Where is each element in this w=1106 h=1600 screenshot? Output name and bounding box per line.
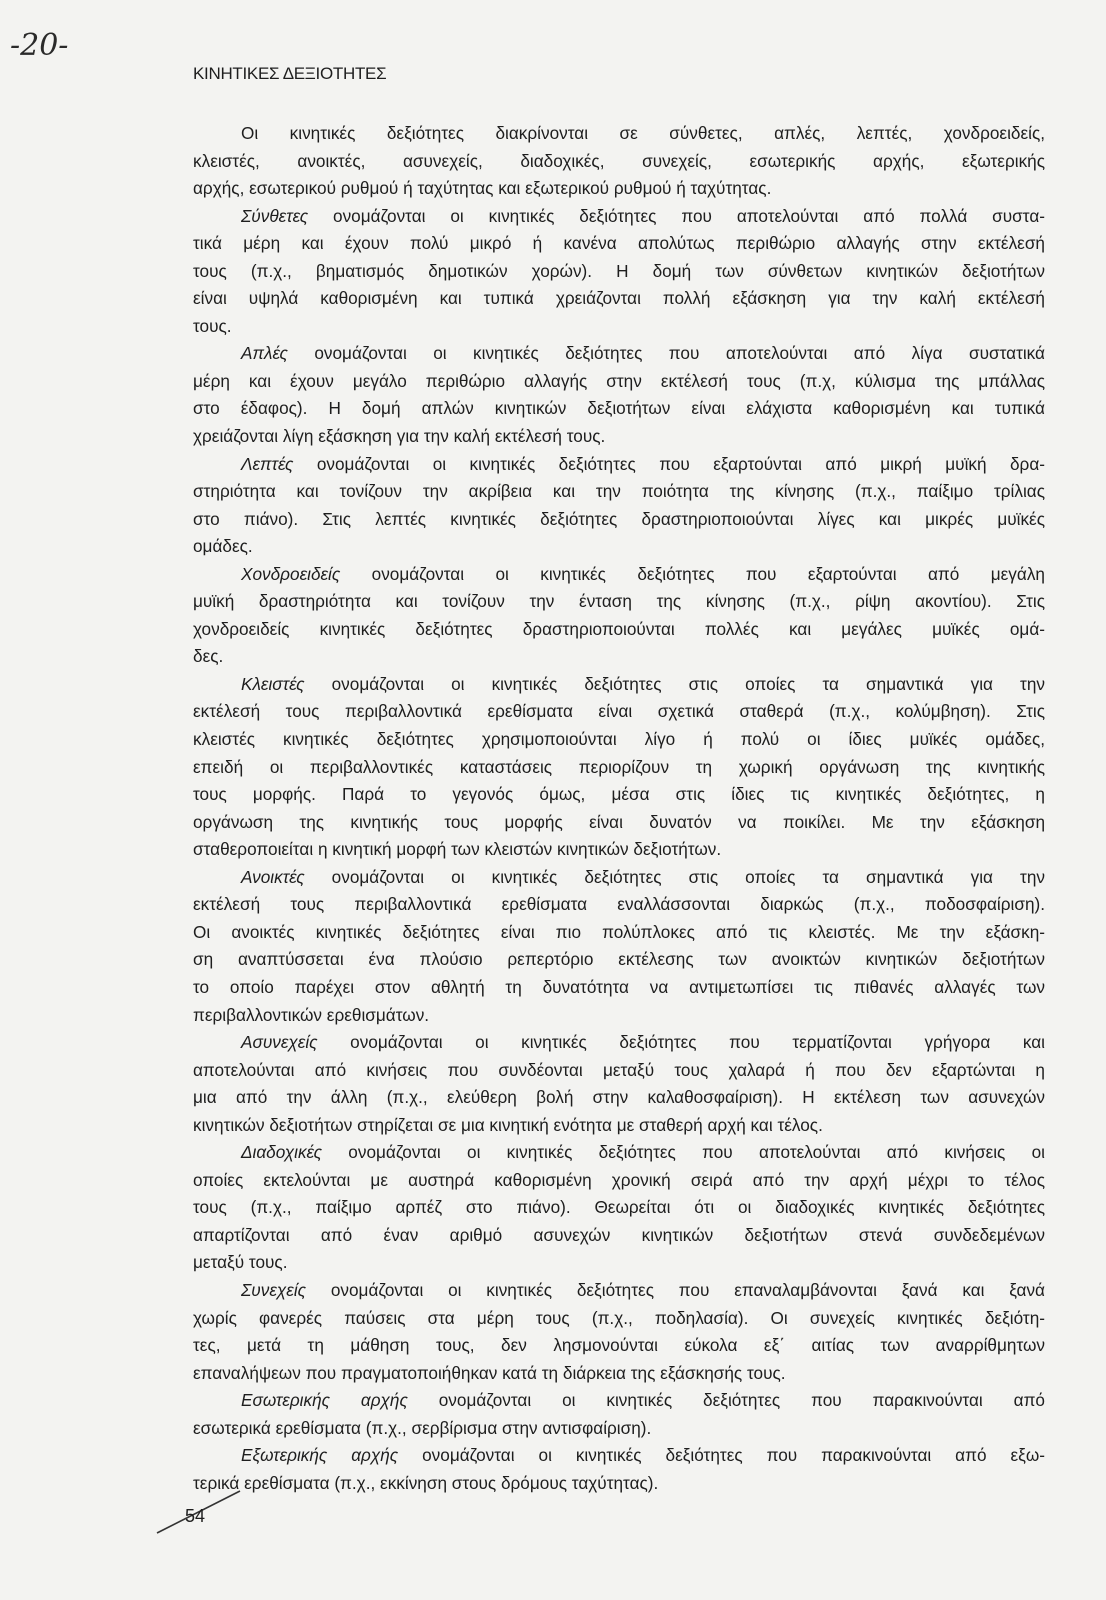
text-line bbox=[193, 974, 1045, 1002]
line-text: τους μορφής. Παρά το γεγονός όμως, μέσα στις ίδιες τις κινητικές δεξιότητες, η bbox=[193, 784, 1045, 805]
text-line bbox=[193, 1387, 1045, 1415]
line-text: ονομάζονται οι κινητικές δεξιότητες που επαναλαμβάνονται ξανά και ξανά bbox=[306, 1279, 1045, 1300]
line-text: εκτέλεσή τους περιβαλλοντικά ερεθίσματα είναι σχετικά σταθερά (π.χ., κολύμβηση). Στις bbox=[193, 701, 1045, 722]
term-label: Κλειστές bbox=[241, 673, 305, 694]
term-label: Διαδοχικές bbox=[241, 1142, 323, 1163]
text-line bbox=[193, 285, 1045, 313]
paragraph bbox=[193, 671, 1045, 864]
paragraph bbox=[193, 1277, 1045, 1387]
line-text: τους (π.χ., βηματισμός δημοτικών χορών). Η δομή των σύνθετων κινητικών δεξιοτήτων bbox=[193, 260, 1045, 281]
line-text: ονομάζονται οι κινητικές δεξιότητες στις οποίες τα σημαντικά για την bbox=[304, 673, 1045, 694]
text-line bbox=[193, 891, 1045, 919]
text-line bbox=[193, 1442, 1045, 1470]
text-line bbox=[193, 1002, 1045, 1030]
term-label: Συνεχείς bbox=[241, 1279, 307, 1300]
text-line bbox=[193, 1084, 1045, 1112]
line-text: ονομάζονται οι κινητικές δεξιότητες που αποτελούνται από λίγα συστατικά bbox=[287, 343, 1045, 364]
text-line bbox=[193, 809, 1045, 837]
line-text: οργάνωση της κινητικής τους μορφής είναι δυνατόν να ποικίλει. Με την εξάσκηση bbox=[193, 811, 1045, 832]
line-text: επαναλήψεων που πραγματοποιήθηκαν κατά τη διάρκεια της εξάσκησής τους. bbox=[193, 1362, 786, 1383]
text-line bbox=[193, 451, 1045, 479]
text-line bbox=[193, 946, 1045, 974]
line-text: το οποίο παρέχει στον αθλητή τη δυνατότητα να αντιμετωπίσει τις πιθανές αλλαγές των bbox=[193, 976, 1045, 997]
text-line bbox=[193, 506, 1045, 534]
handwritten-page-mark: -20- bbox=[10, 28, 69, 63]
line-text: ονομάζονται οι κινητικές δεξιότητες που εξαρτούνται από μεγάλη bbox=[340, 563, 1045, 584]
text-line bbox=[193, 533, 1045, 561]
text-line bbox=[193, 1305, 1045, 1333]
text-line bbox=[193, 864, 1045, 892]
line-text: τικά μέρη και έχουν πολύ μικρό ή κανένα απολύτως περιθώριο αλλαγής στην εκτέλεσή bbox=[193, 233, 1045, 254]
line-text: τες, μετά τη μάθηση τους, δεν λησμονούνται εύκολα εξ΄ αιτίας των αναρρίθμητων bbox=[193, 1335, 1045, 1356]
line-text: οποίες εκτελούνται με αυστηρά καθορισμένη χρονική σειρά από την αρχή μέχρι το τέλος bbox=[193, 1169, 1045, 1190]
line-text: χονδροειδείς κινητικές δεξιότητες δραστηριοποιούνται πολλές και μεγάλες μυϊκές ομά- bbox=[193, 618, 1045, 639]
text-line bbox=[193, 175, 1045, 203]
line-text: ονομάζονται οι κινητικές δεξιότητες που αποτελούνται από πολλά συστα- bbox=[308, 205, 1045, 226]
paragraph bbox=[193, 1442, 1045, 1497]
paragraph bbox=[193, 340, 1045, 450]
text-line bbox=[193, 340, 1045, 368]
line-text: τερικά ερεθίσματα (π.χ., εκκίνηση στους δρόμους ταχύτητας). bbox=[193, 1472, 659, 1493]
term-label: Ανοικτές bbox=[241, 866, 305, 887]
line-text: ονομάζονται οι κινητικές δεξιότητες που παρακινούνται από εξω- bbox=[398, 1445, 1045, 1466]
line-text: στηριότητα και τονίζουν την ακρίβεια και την ποιότητα της κίνησης (π.χ., παίξιμο τρίλιας bbox=[193, 481, 1045, 502]
line-text: ση αναπτύσσεται ένα πλούσιο ρεπερτόριο εκτέλεσης των ανοικτών κινητικών δεξιοτήτων bbox=[193, 949, 1045, 970]
text-line bbox=[193, 148, 1045, 176]
paragraph bbox=[193, 561, 1045, 671]
line-text: Οι ανοικτές κινητικές δεξιότητες είναι πιο πολύπλοκες από τις κλειστές. Με την εξάσκη- bbox=[193, 921, 1045, 942]
paragraph bbox=[193, 451, 1045, 561]
line-text: στο έδαφος). Η δομή απλών κινητικών δεξιοτήτων είναι ελάχιστα καθορισμένη και τυπικά bbox=[193, 398, 1045, 419]
text-line bbox=[193, 1415, 1045, 1443]
paragraph bbox=[193, 1029, 1045, 1139]
line-text: χρειάζονται λίγη εξάσκηση για την καλή εκτέλεσή τους. bbox=[193, 426, 606, 447]
text-line bbox=[193, 726, 1045, 754]
line-text: αποτελούνται από κινήσεις που συνδέονται μεταξύ τους χαλαρά ή που δεν εξαρτώνται η bbox=[193, 1059, 1045, 1080]
line-text: περιβαλλοντικών ερεθισμάτων. bbox=[193, 1004, 430, 1025]
line-text: εσωτερικά ερεθίσματα (π.χ., σερβίρισμα στην αντισφαίριση). bbox=[193, 1417, 652, 1438]
text-line bbox=[193, 1222, 1045, 1250]
text-line bbox=[193, 698, 1045, 726]
line-text: είναι υψηλά καθορισμένη και τυπικά χρειάζονται πολλή εξάσκηση για την καλή εκτέλεσή bbox=[193, 288, 1045, 309]
text-line bbox=[193, 919, 1045, 947]
line-text: κλειστές κινητικές δεξιότητες χρησιμοποιούνται λίγο ή πολύ οι ίδιες μυϊκές ομάδες, bbox=[193, 729, 1045, 750]
text-line bbox=[193, 671, 1045, 699]
section-heading: ΚΙΝΗΤΙΚΕΣ ΔΕΞΙΟΤΗΤΕΣ bbox=[193, 64, 387, 83]
line-text: αρχής, εσωτερικού ρυθμού ή ταχύτητας και εξωτερικού ρυθμού ή ταχύτητας. bbox=[193, 178, 772, 199]
text-line bbox=[193, 643, 1045, 671]
document-body bbox=[193, 120, 1045, 1497]
line-text: κινητικών δεξιοτήτων στηρίζεται σε μια κινητική ενότητα με σταθερή αρχή και τέλος. bbox=[193, 1114, 823, 1135]
text-line bbox=[193, 368, 1045, 396]
text-line bbox=[193, 1277, 1045, 1305]
term-label: Εξωτερικής αρχής bbox=[241, 1445, 399, 1466]
term-label: Ασυνεχείς bbox=[241, 1032, 318, 1053]
text-line bbox=[193, 1139, 1045, 1167]
line-text: απαρτίζονται από έναν αριθμό ασυνεχών κινητικών δεξιοτήτων στενά συνδεδεμένων bbox=[193, 1224, 1045, 1245]
text-line bbox=[193, 230, 1045, 258]
paragraph bbox=[193, 1387, 1045, 1442]
text-line bbox=[193, 836, 1045, 864]
line-text: Οι κινητικές δεξιότητες διακρίνονται σε σύνθετες, απλές, λεπτές, χονδροειδείς, bbox=[241, 123, 1045, 143]
line-text: μέρη και έχουν μεγάλο περιθώριο αλλαγής στην εκτέλεσή τους (π.χ, κύλισμα της μπάλλας bbox=[193, 370, 1045, 391]
text-line bbox=[193, 1194, 1045, 1222]
paragraph bbox=[193, 1139, 1045, 1277]
text-line bbox=[193, 561, 1045, 589]
text-line bbox=[193, 616, 1045, 644]
text-line bbox=[193, 313, 1045, 341]
term-label: Χονδροειδείς bbox=[241, 563, 341, 584]
line-text: ονομάζονται οι κινητικές δεξιότητες στις οποίες τα σημαντικά για την bbox=[304, 866, 1045, 887]
line-text: ονομάζονται οι κινητικές δεξιότητες που τερματίζονται γρήγορα και bbox=[317, 1032, 1045, 1053]
text-line bbox=[193, 1057, 1045, 1085]
paragraph bbox=[193, 864, 1045, 1029]
line-text: μια από την άλλη (π.χ., ελεύθερη βολή στην καλαθοσφαίριση). Η εκτέλεση των ασυνεχών bbox=[193, 1087, 1045, 1108]
text-line bbox=[193, 1112, 1045, 1140]
text-line bbox=[193, 203, 1045, 231]
line-text: ονομάζονται οι κινητικές δεξιότητες που παρακινούνται από bbox=[407, 1390, 1045, 1411]
line-text: τους. bbox=[193, 315, 232, 336]
text-line bbox=[193, 395, 1045, 423]
line-text: σταθεροποιείται η κινητική μορφή των κλειστών κινητικών δεξιοτήτων. bbox=[193, 839, 722, 860]
line-text: χωρίς φανερές παύσεις στα μέρη τους (π.χ., ποδηλασία). Οι συνεχείς κινητικές δεξιότη- bbox=[193, 1307, 1045, 1328]
text-line bbox=[193, 1360, 1045, 1388]
line-text: στο πιάνο). Στις λεπτές κινητικές δεξιότητες δραστηριοποιούνται λίγες και μικρές μυϊκές bbox=[193, 508, 1045, 529]
text-line bbox=[193, 423, 1045, 451]
text-line bbox=[193, 1249, 1045, 1277]
term-label: Εσωτερικής αρχής bbox=[241, 1390, 408, 1411]
line-text: τους (π.χ., παίξιμο αρπέζ στο πιάνο). Θεωρείται ότι οι διαδοχικές κινητικές δεξιότητες bbox=[193, 1197, 1045, 1218]
text-line bbox=[193, 258, 1045, 286]
term-label: Λεπτές bbox=[241, 453, 294, 474]
paragraph bbox=[193, 120, 1045, 203]
line-text: κλειστές, ανοικτές, ασυνεχείς, διαδοχικές, συνεχείς, εσωτερικής αρχής, εξωτερικής bbox=[193, 150, 1045, 171]
line-text: ομάδες. bbox=[193, 536, 253, 557]
text-line bbox=[193, 1470, 1045, 1498]
text-line bbox=[193, 781, 1045, 809]
page-number: 54 bbox=[185, 1506, 206, 1526]
line-text: επειδή οι περιβαλλοντικές καταστάσεις περιορίζουν τη χωρική οργάνωση της κινητικής bbox=[193, 756, 1045, 777]
text-line bbox=[193, 1167, 1045, 1195]
line-text: εκτέλεσή τους περιβαλλοντικά ερεθίσματα εναλλάσσονται διαρκώς (π.χ., ποδοσφαίριση). bbox=[193, 894, 1045, 915]
text-line bbox=[193, 588, 1045, 616]
term-label: Σύνθετες bbox=[241, 205, 309, 226]
text-line bbox=[193, 120, 1045, 148]
text-line bbox=[193, 1029, 1045, 1057]
paragraph bbox=[193, 203, 1045, 341]
line-text: δες. bbox=[193, 646, 224, 667]
term-label: Απλές bbox=[241, 343, 288, 364]
line-text: ονομάζονται οι κινητικές δεξιότητες που αποτελούνται από κινήσεις οι bbox=[322, 1142, 1045, 1163]
text-line bbox=[193, 754, 1045, 782]
text-line bbox=[193, 1332, 1045, 1360]
line-text: μεταξύ τους. bbox=[193, 1252, 288, 1273]
line-text: μυϊκή δραστηριότητα και τονίζουν την ένταση της κίνησης (π.χ., ρίψη ακοντίου). Στις bbox=[193, 591, 1045, 612]
line-text: ονομάζονται οι κινητικές δεξιότητες που εξαρτούνται από μικρή μυϊκή δρα- bbox=[293, 453, 1045, 474]
text-line bbox=[193, 478, 1045, 506]
